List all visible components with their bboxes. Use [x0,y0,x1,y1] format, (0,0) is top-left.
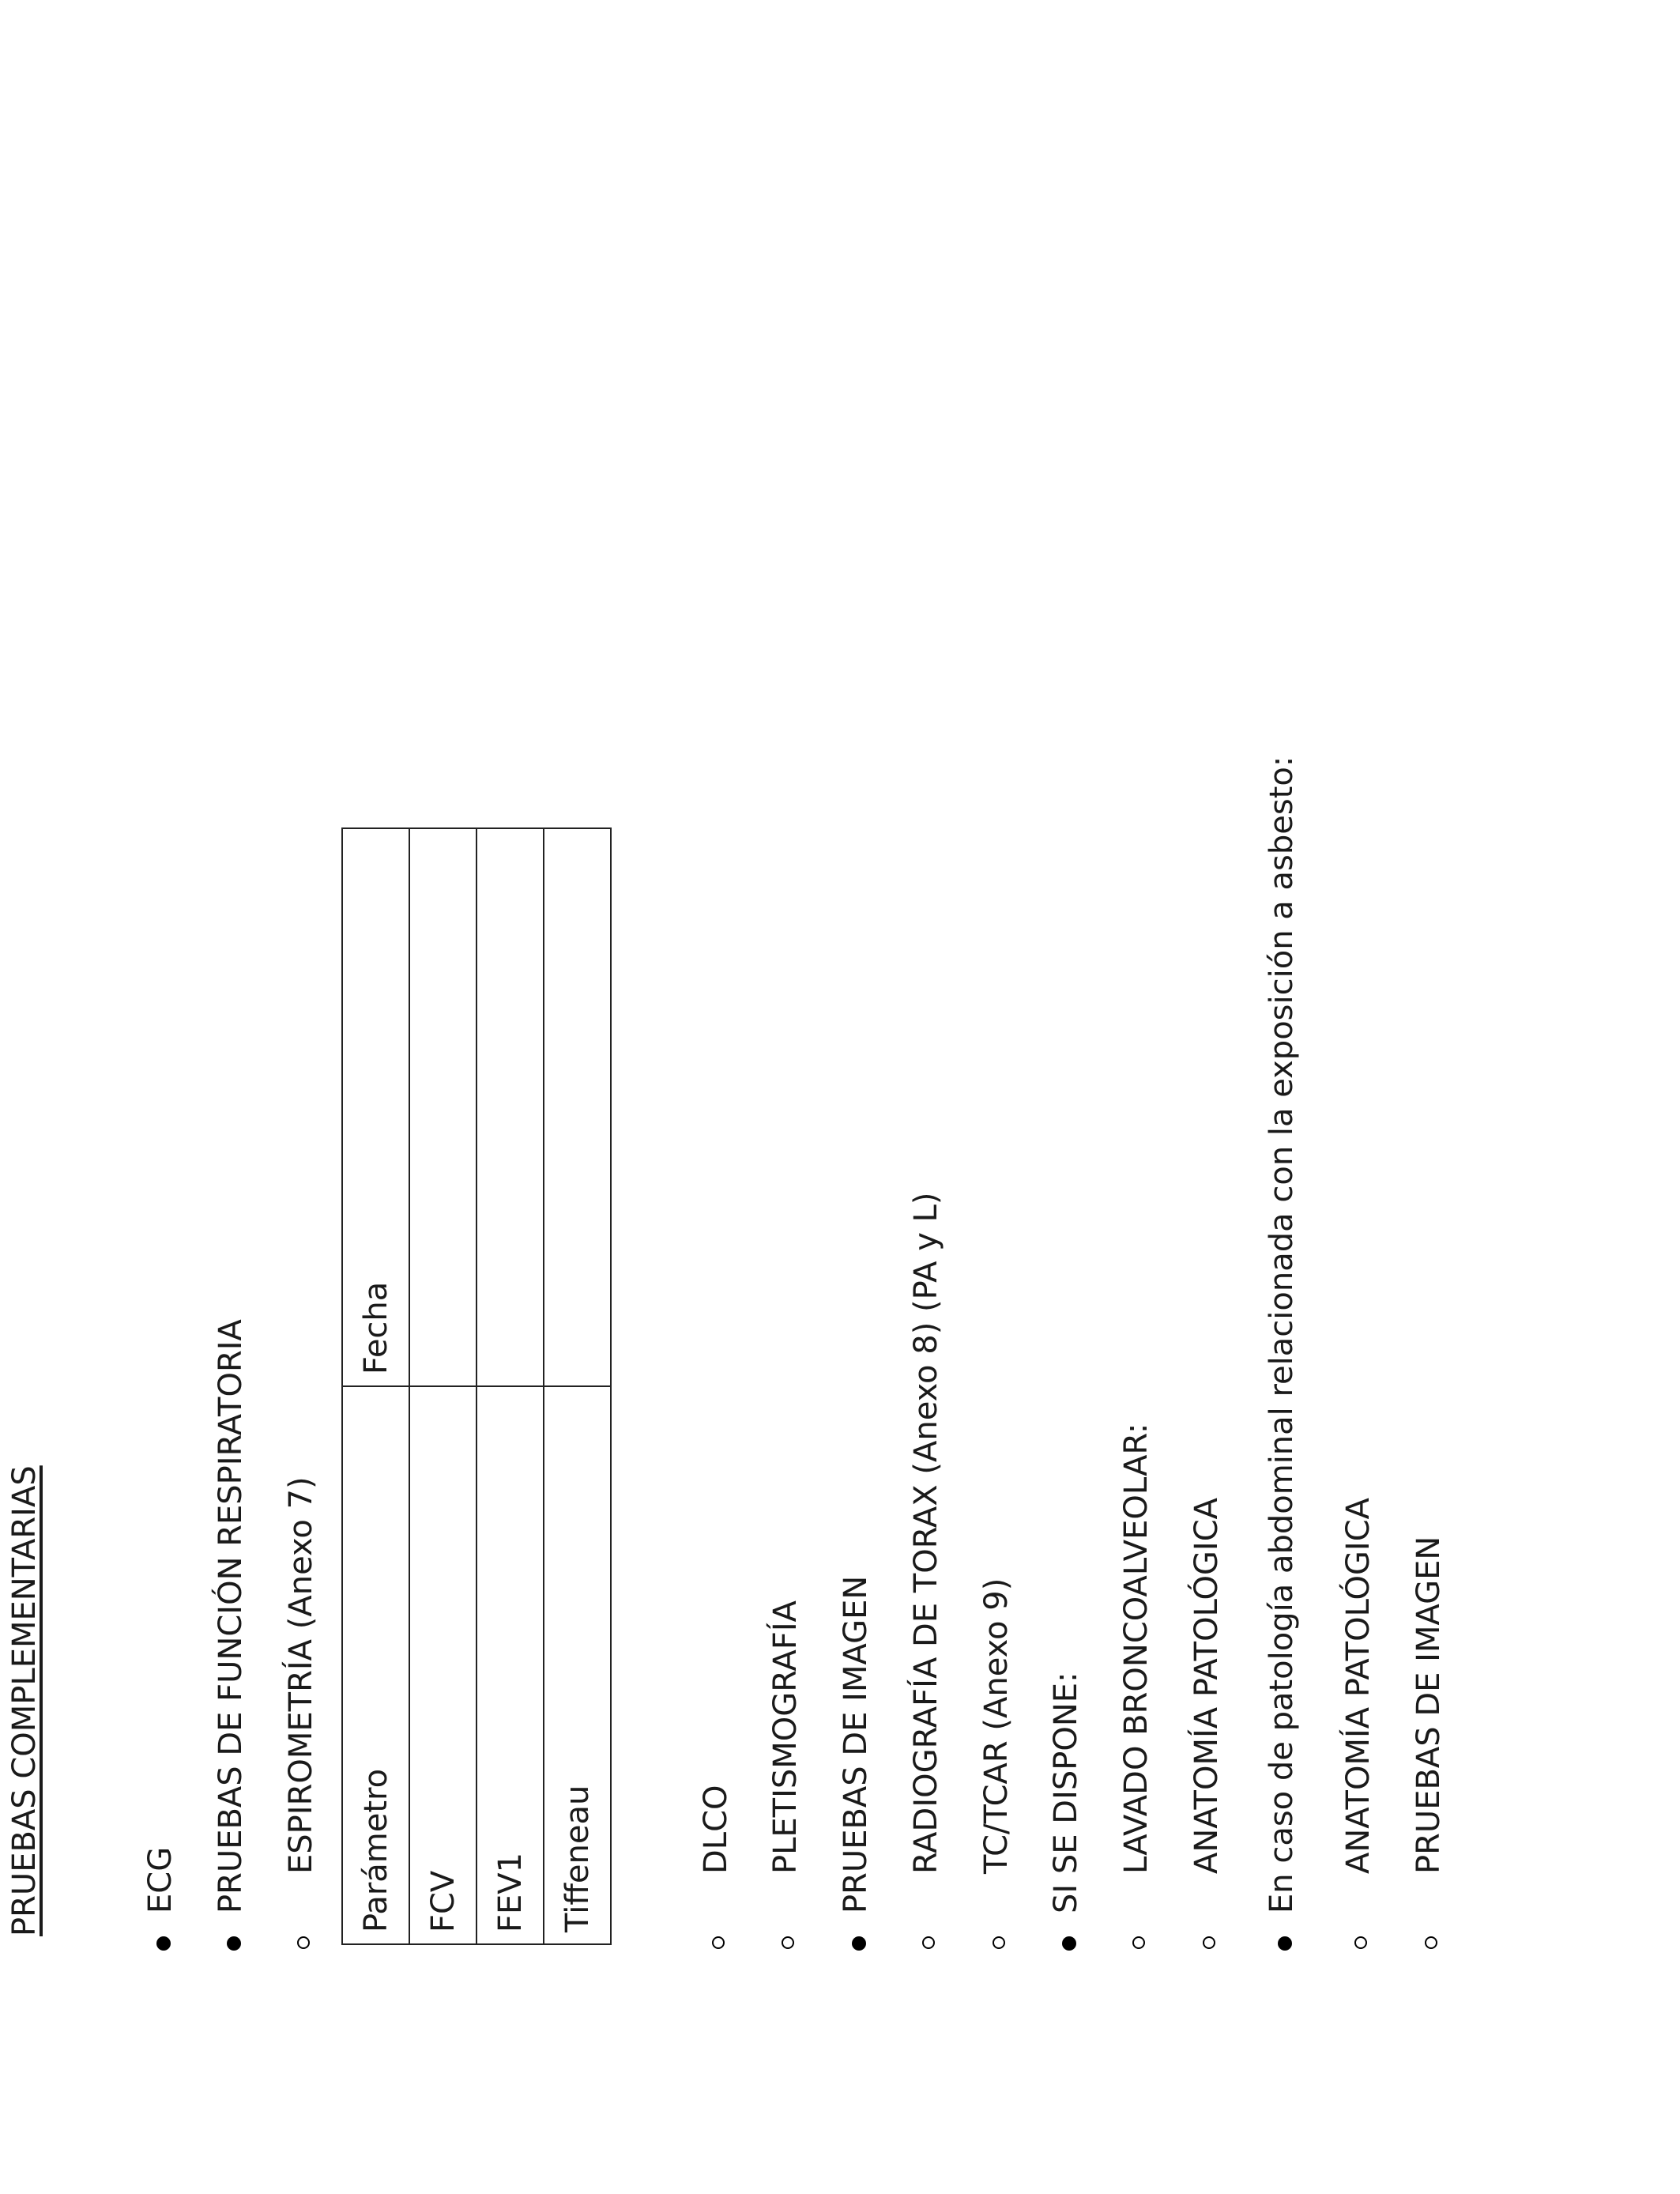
bullet-ring-icon [1132,1936,1145,1949]
table-cell-empty [477,828,544,1386]
bullet-ring-icon [712,1936,725,1949]
item-imagen-2: PRUEBAS DE IMAGEN [1411,1536,1447,1874]
item-ecg: ECG [142,1846,179,1913]
item-espirometria: ESPIROMETRÍA (Anexo 7) [283,1476,319,1874]
bullet-icon [1062,1936,1076,1951]
table-cell-fev1: FEV1 [477,1386,544,1944]
item-dlco: DLCO [698,1785,734,1874]
table-cell-empty [409,828,477,1386]
bullet-ring-icon [922,1936,935,1949]
bullet-ring-icon [1425,1936,1437,1949]
table-cell-empty [544,828,611,1386]
bullet-ring-icon [782,1936,794,1949]
bullet-ring-icon [1354,1936,1367,1949]
bullet-icon [156,1936,171,1951]
bullet-icon [227,1936,241,1951]
item-lavado: LAVADO BRONCOALVEOLAR: [1118,1423,1155,1874]
item-anatomia-2: ANATOMÍA PATOLÓGICA [1340,1497,1377,1874]
bullet-ring-icon [297,1936,310,1949]
spirometry-table [341,827,612,1945]
table-header-fecha: Fecha [342,828,409,1386]
table-row [544,828,611,1944]
item-si-dispone: SI SE DISPONE: [1048,1672,1084,1913]
bullet-icon [852,1936,866,1951]
table-row [342,828,409,1944]
table-row [409,828,477,1944]
item-pletismografia: PLETISMOGRAFÍA [767,1600,804,1874]
item-asbesto: En caso de patología abdominal relacionada con la exposición a asbesto: [1264,756,1300,1913]
item-pruebas-imagen: PRUEBAS DE IMAGEN [838,1575,874,1913]
table-header-parametro: Parámetro [342,1386,409,1944]
bullet-ring-icon [993,1936,1005,1949]
table-row [477,828,544,1944]
page-title: PRUEBAS COMPLEMENTARIAS [6,1465,43,1936]
item-funcion-respiratoria: PRUEBAS DE FUNCIÓN RESPIRATORIA [213,1319,249,1913]
item-tc: TC/TCAR (Anexo 9) [978,1578,1015,1874]
table-cell-fcv: FCV [409,1386,477,1944]
table-cell-tiffeneau: Tiffeneau [544,1386,611,1944]
bullet-icon [1278,1936,1292,1951]
item-anatomia-1: ANATOMÍA PATOLÓGICA [1188,1497,1225,1874]
item-radiografia: RADIOGRAFÍA DE TORAX (Anexo 8) (PA y L) [908,1192,944,1874]
bullet-ring-icon [1203,1936,1215,1949]
